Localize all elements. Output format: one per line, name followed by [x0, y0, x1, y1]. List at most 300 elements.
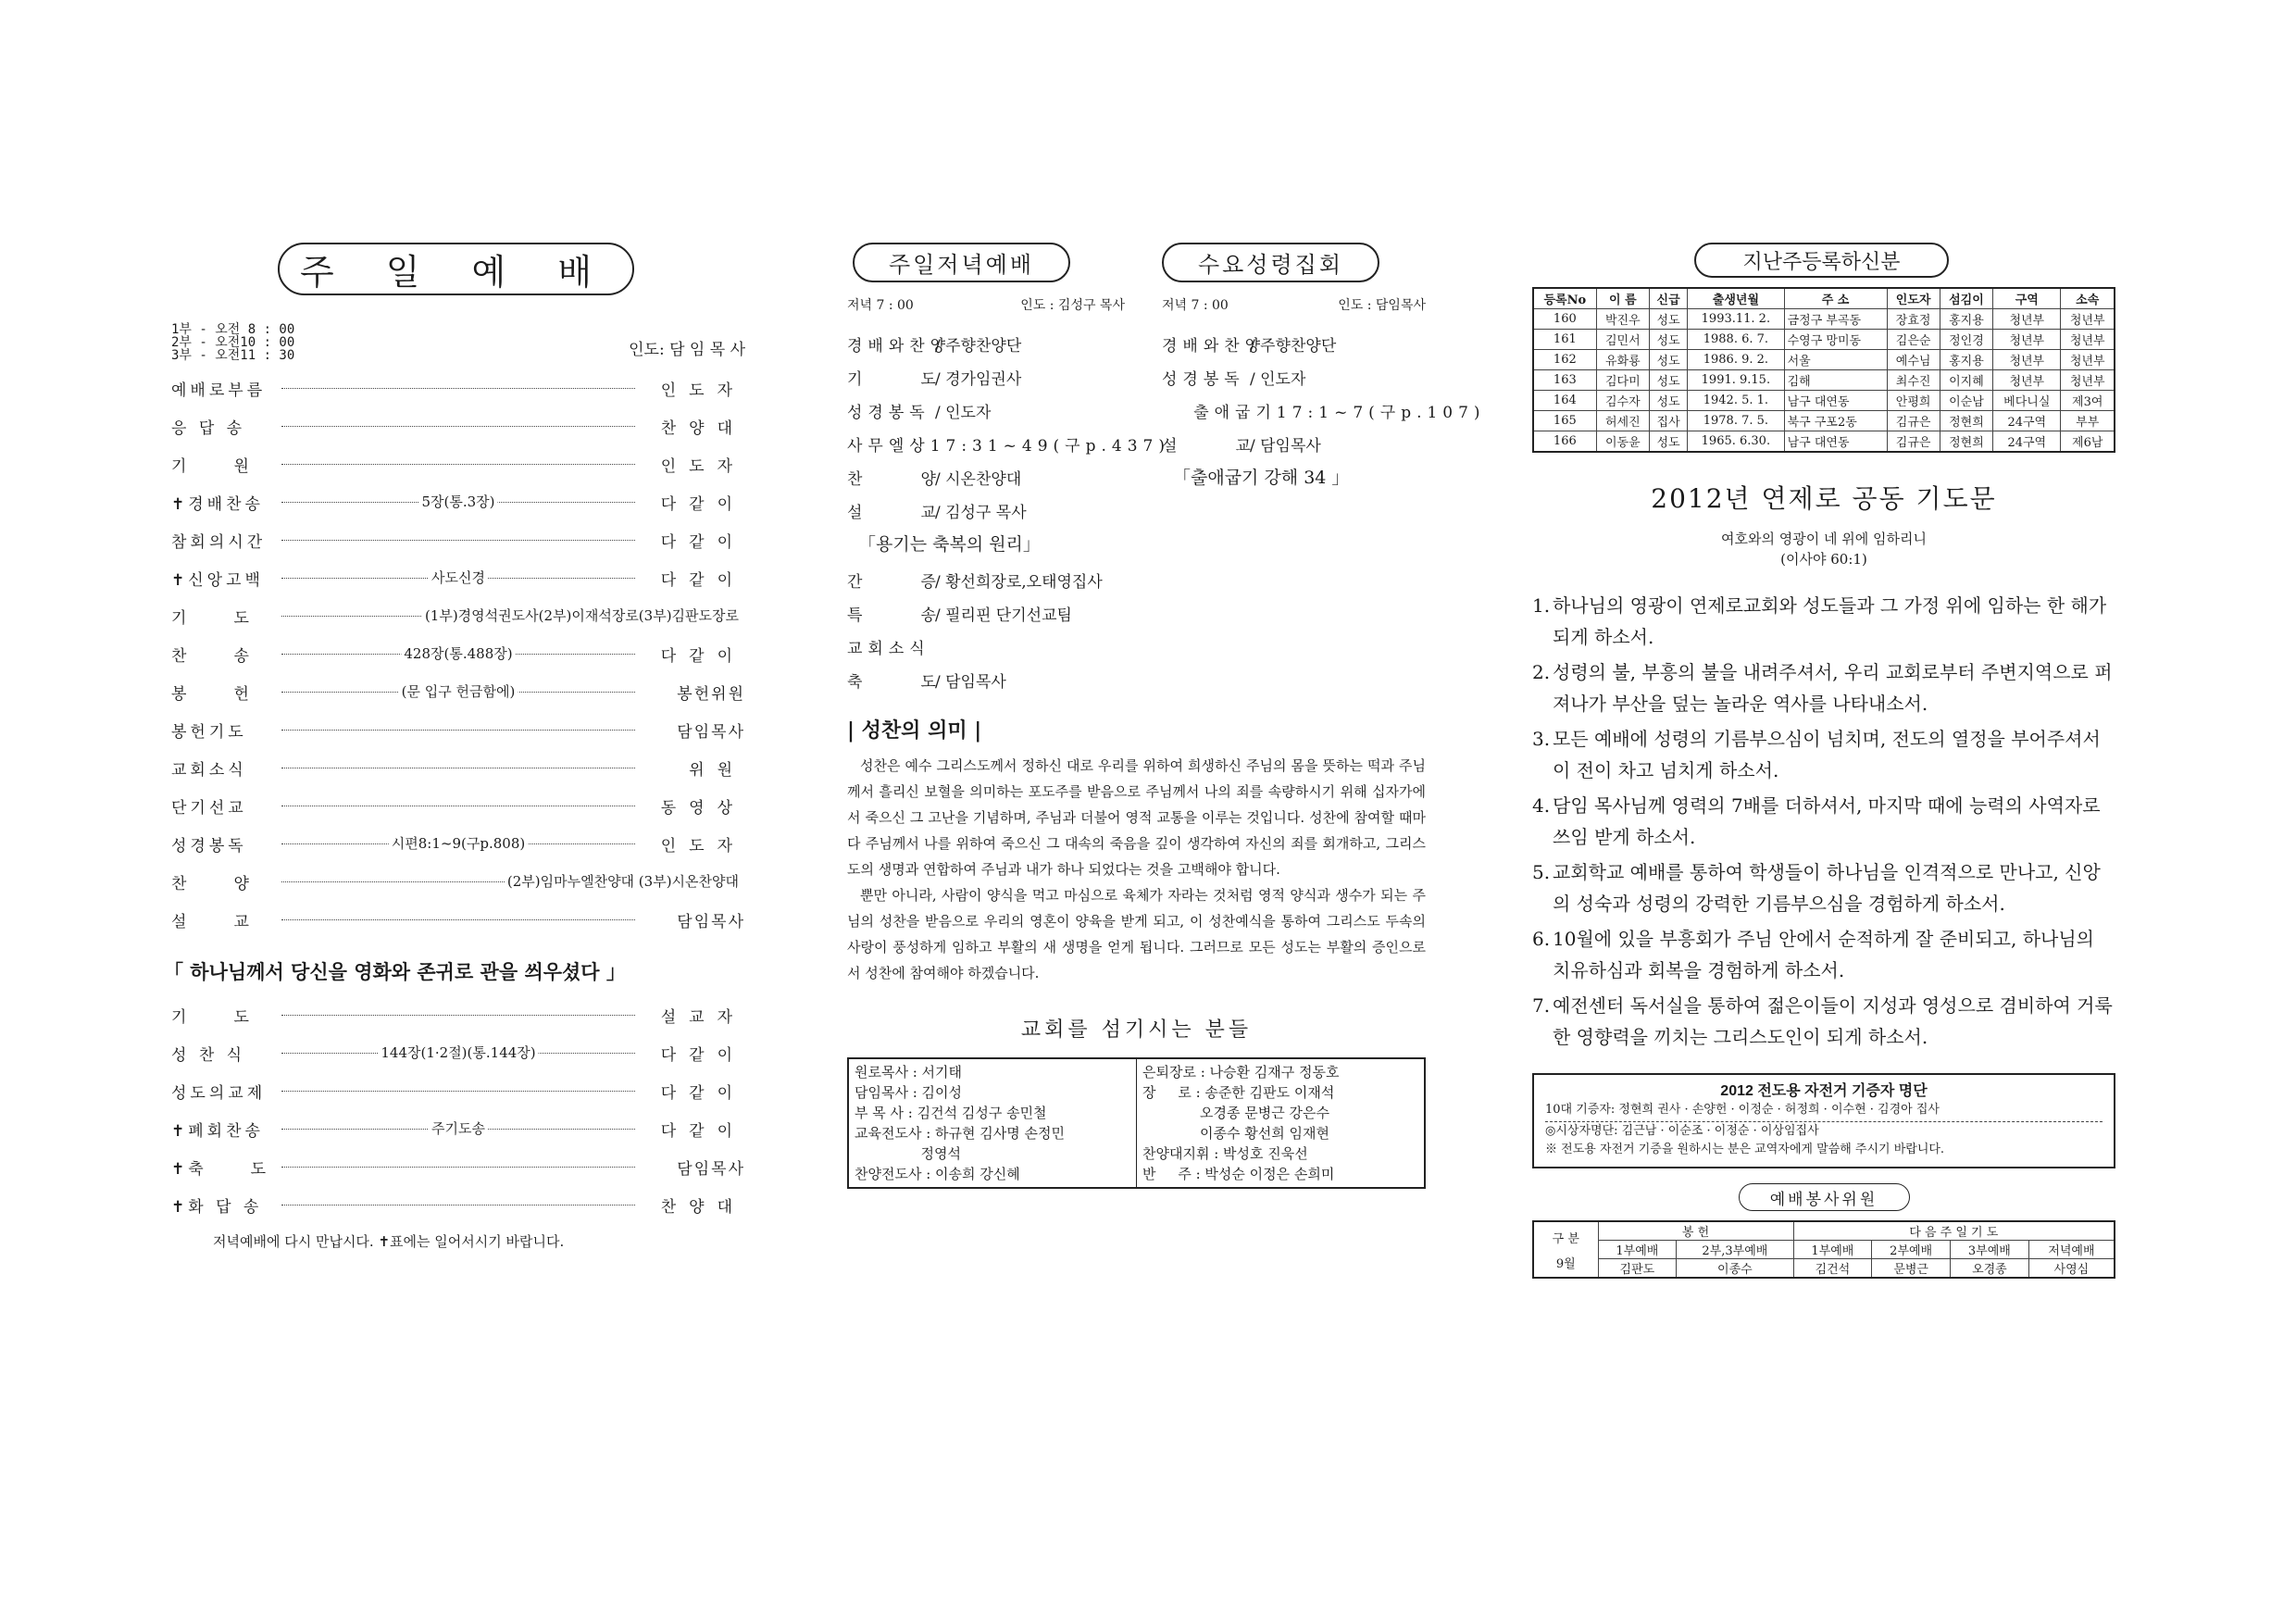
registration-table — [1532, 287, 2115, 453]
registration-cell: 성도 — [1649, 309, 1687, 330]
prayer-item — [1532, 856, 2115, 919]
prayer-item — [1532, 923, 2115, 986]
order-item-label: 설 교 — [1162, 436, 1256, 456]
dotted-leader — [281, 835, 635, 852]
evening-sermon-title: 「용기는 축복의 원리」 — [858, 534, 1041, 555]
registration-cell: 부부 — [2061, 411, 2115, 431]
service-item-label: ✝축 도 — [171, 1160, 270, 1179]
registration-cell: 예수님 — [1887, 350, 1940, 370]
registration-cell: 김규은 — [1887, 431, 1940, 453]
prayer-item — [1532, 990, 2115, 1053]
service-item — [171, 711, 745, 749]
dotted-leader — [281, 1205, 635, 1206]
sunday-leader: 인도: 담 임 목 사 — [629, 341, 745, 359]
registration-cell: 정인경 — [1940, 330, 1992, 350]
staff-left — [848, 1058, 1137, 1188]
service-item-person: 다같이 — [660, 647, 745, 666]
registration-header-cell: 소속 — [2061, 288, 2115, 309]
service-item-detail: (2부)임마누엘찬양대 (3부)시온찬양대 — [505, 871, 742, 891]
evening-and-wednesday-section — [847, 243, 1486, 1189]
dotted-leader — [281, 464, 635, 465]
evening-leader: 인도 : 김성구 목사 — [1020, 298, 1125, 313]
prayer-text: 모든 예배에 성령의 기름부으심이 넘치며, 전도의 열정을 부어주셔서 이 전이 차고 넘치게 하소서. — [1553, 728, 2101, 781]
order-item-label: 성경봉독 — [847, 403, 930, 422]
prayer-number: 2. — [1532, 661, 1551, 683]
evening-order — [847, 327, 1170, 527]
dotted-leader — [281, 645, 635, 662]
registration-cell: 김다미 — [1596, 370, 1649, 391]
service-item-detail: 시편8:1~9(구p.808) — [389, 833, 528, 853]
service-item-label: 봉헌기도 — [171, 723, 247, 742]
order-item-label: 설 교 — [847, 503, 942, 522]
time-third: 3부 - 오전11 : 30 — [171, 348, 295, 363]
registration-row — [1533, 370, 2115, 391]
serve-name-cell: 사영심 — [2028, 1259, 2115, 1279]
sunday-footnote: 저녁예배에 다시 만납시다. ✝표에는 일어서시기 바랍니다. — [213, 1233, 565, 1250]
registration-row — [1533, 411, 2115, 431]
service-item — [171, 863, 745, 901]
registration-cell: 수영구 망미동 — [1784, 330, 1887, 350]
service-item-detail: 사도신경 — [429, 568, 488, 587]
order-item — [1162, 427, 1426, 460]
order-of-service-after-sermon — [171, 996, 745, 1224]
serve-committee-title: 예배봉사위원 — [1739, 1183, 1910, 1211]
order-item-label: 경배와찬양 — [1162, 336, 1267, 356]
order-of-service — [171, 369, 745, 939]
service-item-label: ✝화 답 송 — [171, 1198, 263, 1217]
service-item-person: 봉헌위원 — [677, 685, 745, 704]
order-item — [847, 360, 1125, 394]
serve-names-row — [1533, 1259, 2115, 1279]
serve-subheader-cell: 저녁예배 — [2028, 1241, 2115, 1259]
registration-cell: 161 — [1533, 330, 1596, 350]
registration-cell: 서울 — [1784, 350, 1887, 370]
order-item-label: 교회소식 — [847, 639, 930, 658]
order-item-label: 축 도 — [847, 672, 942, 692]
registration-cell: 박진우 — [1596, 309, 1649, 330]
registration-cell: 안평희 — [1887, 391, 1940, 411]
service-item-person: 설교자 — [660, 1008, 745, 1027]
prayer-number: 5. — [1532, 861, 1551, 883]
service-item-label: 교회소식 — [171, 761, 247, 780]
registration-cell: 집사 — [1649, 411, 1687, 431]
service-item — [171, 445, 745, 483]
service-item-person: 다같이 — [660, 495, 745, 514]
registration-row — [1533, 391, 2115, 411]
registration-cell: 성도 — [1649, 370, 1687, 391]
communion-meaning-p1: 성찬은 예수 그리스도께서 정하신 대로 우리를 위하여 희생하신 주님의 몸을 뜻하는 떡과 주님께서 흘리신 보혈을 의미하는 포도주를 받음으로 주님께서 나의 죄를 속량하시기 위해 십자가에서 죽으신 그 고난을 기념하며, 주님과 더불어 영적 교통을 이루는 것입니다. 성찬에 참여할 때마다 주님께서 나를 위하여 죽으신 그 대속의 죽음을 깊이 생각하여 자신의 죄를 회개하고, 그리스도의 생명과 연합하여 주님과 내가 하나 되었다는 것을 고백해야 합니다. — [847, 757, 1426, 878]
service-item — [171, 787, 745, 825]
registration-cell: 제6남 — [2061, 431, 2115, 453]
service-item-label: ✝폐회찬송 — [171, 1122, 264, 1141]
registration-cell: 166 — [1533, 431, 1596, 453]
wednesday-leader: 인도 : 담임목사 — [1338, 298, 1426, 313]
prayer-text: 하나님의 영광이 연제로교회와 성도들과 그 가정 위에 임하는 한 해가 되게 하소서. — [1553, 594, 2107, 648]
service-item-label: 설 교 — [171, 913, 253, 931]
registration-cell: 홍지용 — [1940, 350, 1992, 370]
service-item-label: 응 답 송 — [171, 419, 246, 438]
service-item-detail: (문 입구 헌금함에) — [399, 681, 518, 701]
prayer-number: 4. — [1532, 794, 1551, 817]
service-item-detail: 5장(통.3장) — [418, 492, 497, 511]
evening-meta — [847, 295, 1125, 314]
registration-cell: 청년부 — [1993, 350, 2061, 370]
service-item-detail: 주기도송 — [429, 1118, 488, 1138]
bicycle-donors-box — [1532, 1073, 2115, 1168]
order-item-value: / 담임목사 — [1250, 436, 1321, 456]
registration-cell: 김은순 — [1887, 330, 1940, 350]
registration-cell: 김민서 — [1596, 330, 1649, 350]
service-item — [171, 521, 745, 559]
registration-cell: 162 — [1533, 350, 1596, 370]
order-item-label: 경배와찬양 — [847, 336, 952, 356]
serve-name-cell: 김판도 — [1598, 1259, 1677, 1279]
registration-cell: 남구 대연동 — [1784, 391, 1887, 411]
order-item-value: / 시온찬양대 — [935, 469, 1022, 489]
service-item-label: 봉 헌 — [171, 685, 253, 704]
registration-header-cell: 신급 — [1649, 288, 1687, 309]
wednesday-order — [1162, 327, 1486, 460]
prayer-item — [1532, 590, 2115, 653]
registration-cell: 165 — [1533, 411, 1596, 431]
staff-line: 정영석 — [855, 1145, 961, 1162]
registration-cell: 청년부 — [1993, 330, 2061, 350]
dotted-leader — [281, 1091, 635, 1092]
registration-cell: 청년부 — [1993, 309, 2061, 330]
order-item-value: / 주향찬양단 — [935, 336, 1022, 356]
serve-name-cell: 이종수 — [1677, 1259, 1793, 1279]
order-item — [847, 427, 1170, 460]
order-item-label: 특 송 — [847, 606, 942, 625]
dotted-leader — [281, 1015, 635, 1016]
dotted-leader — [281, 1120, 635, 1137]
verse-text: 여호와의 영광이 네 위에 임하리니 — [1721, 531, 1927, 547]
service-item — [171, 673, 745, 711]
service-item-detail: 144장(1·2절)(통.144장) — [378, 1043, 538, 1062]
prayer-text: 10월에 있을 부흥회가 주님 안에서 순적하게 잘 준비되고, 하나님의 치유하심과 회복을 경험하게 하소서. — [1553, 928, 2094, 981]
service-item-detail: 428장(통.488장) — [401, 643, 515, 663]
dotted-leader — [281, 607, 742, 624]
service-item-label: 단기선교 — [171, 799, 247, 818]
serve-subheader-cell: 3부예배 — [1951, 1241, 2029, 1259]
service-item — [171, 1072, 745, 1110]
registration-cell: 성도 — [1649, 431, 1687, 453]
serve-subheader-row — [1533, 1241, 2115, 1259]
sunday-sermon-title: 「 하나님께서 당신을 영화와 존귀로 관을 씌우셨다 」 — [164, 960, 626, 983]
dotted-leader — [281, 569, 635, 586]
dotted-leader — [281, 683, 635, 700]
prayer-text: 성령의 불, 부흥의 불을 내려주셔서, 우리 교회로부터 주변지역으로 퍼져나가 부산을 덮는 놀라운 역사를 나타내소서. — [1553, 661, 2113, 715]
prayer-text: 교회학교 예배를 통하여 학생들이 하나님을 인격적으로 만나고, 신앙의 성숙과 성령의 강력한 기름부으심을 경험하게 하소서. — [1553, 861, 2101, 915]
prayer-number: 1. — [1532, 594, 1551, 617]
prayer-list — [1532, 590, 2115, 1053]
order-item — [847, 563, 1125, 596]
service-item — [171, 1186, 745, 1224]
serve-header-cell — [1533, 1221, 1598, 1278]
registration-cell: 김수자 — [1596, 391, 1649, 411]
service-item-label: 기 도 — [171, 609, 253, 628]
registration-cell: 1988. 6. 7. — [1688, 330, 1784, 350]
dotted-leader — [281, 540, 635, 541]
service-item-person: 인도자 — [660, 837, 745, 856]
prayer-item — [1532, 656, 2115, 719]
service-item-person: 인도자 — [660, 381, 745, 400]
registration-cell: 금정구 부곡동 — [1784, 309, 1887, 330]
verse-reference: (이사야 60:1) — [1780, 551, 1867, 568]
dotted-leader — [281, 493, 635, 510]
order-item — [1162, 394, 1486, 427]
sunday-worship-title: 주 일 예 배 — [278, 243, 634, 295]
prayer-title: 2012년 연제로 공동 기도문 — [1651, 483, 1997, 514]
registration-header-cell: 구역 — [1993, 288, 2061, 309]
registration-cell: 홍지용 — [1940, 309, 1992, 330]
registration-cell: 160 — [1533, 309, 1596, 330]
serve-name-cell: 문병근 — [1872, 1259, 1951, 1279]
order-item — [847, 327, 1125, 360]
registration-cell: 1993.11. 2. — [1688, 309, 1784, 330]
time-first: 1부 - 오전 8 : 00 — [171, 322, 295, 337]
prayer-number: 7. — [1532, 994, 1551, 1017]
service-item — [171, 407, 745, 445]
service-item-label: ✝경배찬송 — [171, 495, 264, 514]
serve-name-cell: 김건석 — [1793, 1259, 1872, 1279]
staff-line: 부 목 사 : 김건석 김성구 송민철 — [855, 1105, 1047, 1121]
registration-cell: 김해 — [1784, 370, 1887, 391]
registration-cell: 1965. 6.30. — [1688, 431, 1784, 453]
evening-order-after-sermon — [847, 563, 1125, 696]
donors-line3: ※ 전도용 자전거 기증을 원하시는 분은 교역자에게 말씀해 주시기 바랍니다. — [1545, 1143, 1945, 1156]
registration-cell: 1942. 5. 1. — [1688, 391, 1784, 411]
service-item-person: 동영상 — [660, 799, 745, 818]
staff-title: 교회를 섬기시는 분들 — [1020, 1018, 1253, 1042]
order-item — [847, 493, 1125, 527]
service-item-label: ✝신앙고백 — [171, 571, 264, 590]
service-item — [171, 597, 745, 635]
registration-cell: 남구 대연동 — [1784, 431, 1887, 453]
registration-header-cell: 주 소 — [1784, 288, 1887, 309]
order-item — [1162, 327, 1426, 360]
prayer-number: 6. — [1532, 928, 1551, 950]
staff-line: 찬양전도사 : 이송희 강신혜 — [855, 1166, 1020, 1182]
staff-table — [847, 1057, 1426, 1189]
registration-cell: 성도 — [1649, 350, 1687, 370]
order-item — [1162, 360, 1426, 394]
wednesday-sermon-title: 「출애굽기 강해 34 」 — [1173, 468, 1350, 488]
order-item-label: 간 증 — [847, 572, 942, 592]
registration-header-row — [1533, 288, 2115, 309]
dotted-leader — [281, 919, 635, 920]
dotted-leader — [281, 1167, 635, 1168]
sunday-worship-section — [164, 243, 745, 1251]
order-item-label: 찬 양 — [847, 469, 942, 489]
dotted-leader — [281, 730, 635, 731]
registration-cell: 청년부 — [2061, 370, 2115, 391]
dotted-leader — [281, 388, 635, 389]
service-item-label: 예배로부름 — [171, 381, 267, 400]
registration-row — [1533, 431, 2115, 453]
order-item — [847, 460, 1125, 493]
prayer-number: 3. — [1532, 728, 1551, 750]
serve-header-cell: 봉 헌 — [1598, 1221, 1793, 1241]
registration-cell: 김규은 — [1887, 411, 1940, 431]
service-item-label: 찬 양 — [171, 875, 253, 893]
order-item-value: / 김성구 목사 — [935, 503, 1027, 522]
staff-line: 찬양대지휘 : 박성호 진욱선 — [1142, 1145, 1308, 1162]
service-item-label: 기 도 — [171, 1008, 253, 1027]
order-item-value: / 인도자 — [935, 403, 992, 422]
service-item-person: 인도자 — [660, 457, 745, 476]
order-item — [847, 663, 1125, 696]
serve-subheader-cell: 2부,3부예배 — [1677, 1241, 1793, 1259]
registration-cell: 이지혜 — [1940, 370, 1992, 391]
order-item — [847, 394, 1125, 427]
serve-month: 9월 — [1555, 1256, 1576, 1271]
registration-header-cell: 출생년월 — [1688, 288, 1784, 309]
service-item-person: 위원 — [689, 761, 745, 780]
registration-cell: 24구역 — [1993, 431, 2061, 453]
registration-cell: 1978. 7. 5. — [1688, 411, 1784, 431]
right-section — [1532, 243, 2115, 1279]
service-item — [171, 825, 745, 863]
donors-title: 2012 전도용 자전거 기증자 명단 — [1720, 1083, 1928, 1099]
service-item-person: 찬양대 — [660, 1198, 745, 1217]
service-item — [171, 749, 745, 787]
service-item-person: 담임목사 — [677, 913, 745, 931]
registration-row — [1533, 350, 2115, 370]
wednesday-time: 저녁 7 : 00 — [1162, 298, 1229, 313]
registration-row — [1533, 330, 2115, 350]
order-item — [847, 630, 1125, 663]
serve-subheader-cell: 1부예배 — [1793, 1241, 1872, 1259]
registration-title: 지난주등록하신분 — [1694, 243, 1949, 278]
order-item-label: 기 도 — [847, 369, 942, 389]
registration-cell: 베다니실 — [1993, 391, 2061, 411]
service-item-label: 기 원 — [171, 457, 253, 476]
staff-right — [1137, 1058, 1426, 1188]
staff-line: 원로목사 : 서기태 — [855, 1064, 963, 1081]
staff-line: 오경종 문병근 강은수 — [1142, 1105, 1329, 1121]
dotted-leader — [281, 1044, 635, 1061]
service-item — [171, 1034, 745, 1072]
dotted-leader — [281, 426, 635, 427]
order-item-value: / 황선희장로,오태영집사 — [935, 572, 1103, 592]
service-item-person: 다같이 — [660, 1122, 745, 1141]
registration-header-cell: 인도자 — [1887, 288, 1940, 309]
service-item-label: 성도의교제 — [171, 1084, 267, 1103]
prayer-text: 예전센터 독서실을 통하여 젊은이들이 지성과 영성으로 겸비하여 거룩한 영향력을 끼치는 그리스도인이 되게 하소서. — [1553, 994, 2113, 1048]
registration-cell: 허세진 — [1596, 411, 1649, 431]
prayer-text: 담임 목사님께 영력의 7배를 더하셔서, 마지막 때에 능력의 사역자로 쓰임 받게 하소서. — [1553, 794, 2101, 848]
registration-header-cell: 이 름 — [1596, 288, 1649, 309]
service-item — [171, 559, 745, 597]
order-item-value: / 필리핀 단기선교팀 — [935, 606, 1072, 625]
order-item-value: / 주향찬양단 — [1250, 336, 1337, 356]
communion-meaning-heading: | 성찬의 의미 | — [847, 718, 982, 743]
evening-time: 저녁 7 : 00 — [847, 298, 914, 313]
service-item — [171, 635, 745, 673]
service-item-label: 참회의시간 — [171, 533, 267, 552]
service-item-label: 찬 송 — [171, 647, 253, 666]
service-item-person: 담임목사 — [677, 723, 745, 742]
serve-header-cell: 다 음 주 일 기 도 — [1793, 1221, 2115, 1241]
order-item — [847, 596, 1125, 630]
service-item-person: 찬양대 — [660, 419, 745, 438]
registration-cell: 북구 구포2동 — [1784, 411, 1887, 431]
order-item-label: 사무엘상17:31~49(구p.437) — [847, 436, 1170, 456]
staff-line: 은퇴장로 : 나승환 김재구 정동호 — [1142, 1064, 1340, 1081]
service-item — [171, 483, 745, 521]
service-item-label: 성경봉독 — [171, 837, 247, 856]
communion-meaning-p2: 뿐만 아니라, 사람이 양식을 먹고 마심으로 육체가 자라는 것처럼 영적 양식과 생수가 되는 주님의 성찬을 받음으로 우리의 영혼이 양육을 받게 되고, 이 성찬예식을 통하여 그리스도 두속의 사랑이 풍성하게 임하고 부활의 새 생명을 얻게 됩니다. 그러므로 모든 성도는 부활의 증인으로서 성찬에 참여해야 하겠습니다. — [847, 887, 1426, 981]
prayer-item — [1532, 790, 2115, 853]
service-item — [171, 901, 745, 939]
order-item-label: 성경봉독 — [1162, 369, 1245, 389]
serve-subheader-cell: 1부예배 — [1598, 1241, 1677, 1259]
evening-worship-title: 주일저녁예배 — [853, 243, 1070, 282]
service-item — [171, 1148, 745, 1186]
donors-line1: 10대 기증자: 정현희 권사 · 손양헌 · 이정순 · 허정희 · 이수현 · 김경아 집사 — [1545, 1101, 2103, 1122]
registration-cell: 장효정 — [1887, 309, 1940, 330]
order-item-label: 출애굽기17:1~7(구p.107) — [1162, 403, 1486, 422]
registration-cell: 163 — [1533, 370, 1596, 391]
staff-line: 이종수 황선희 임재현 — [1142, 1125, 1329, 1142]
service-item — [171, 996, 745, 1034]
registration-cell: 유화룡 — [1596, 350, 1649, 370]
serve-name-cell: 오경종 — [1951, 1259, 2029, 1279]
registration-cell: 정현희 — [1940, 431, 1992, 453]
order-item-value: / 경가임권사 — [935, 369, 1022, 389]
registration-cell: 이순남 — [1940, 391, 1992, 411]
service-item-person: 다같이 — [660, 1046, 745, 1065]
registration-cell: 청년부 — [2061, 309, 2115, 330]
staff-line: 반 주 : 박성순 이정은 손희미 — [1142, 1166, 1335, 1182]
registration-cell: 성도 — [1649, 391, 1687, 411]
order-item-value: / 담임목사 — [935, 672, 1006, 692]
service-item-person: 다같이 — [660, 533, 745, 552]
registration-cell: 청년부 — [2061, 350, 2115, 370]
dotted-leader — [281, 873, 742, 890]
donors-line2: ◎시상자명단: 김근남 · 이순조 · 이정순 · 이상임집사 — [1545, 1124, 1819, 1138]
registration-cell: 정현희 — [1940, 411, 1992, 431]
registration-cell: 청년부 — [1993, 370, 2061, 391]
service-item — [171, 369, 745, 407]
registration-cell: 최수진 — [1887, 370, 1940, 391]
registration-cell: 1986. 9. 2. — [1688, 350, 1784, 370]
serve-category: 구 분 — [1552, 1231, 1579, 1246]
registration-cell: 1991. 9.15. — [1688, 370, 1784, 391]
registration-cell: 성도 — [1649, 330, 1687, 350]
service-item-detail: (1부)경영석권도사(2부)이재석장로(3부)김판도장로 — [422, 606, 742, 625]
prayer-verse — [1532, 529, 2115, 569]
service-item-person: 담임목사 — [677, 1160, 745, 1179]
serve-table — [1532, 1220, 2115, 1279]
staff-line: 교육전도사 : 하규현 김사명 손정민 — [855, 1125, 1065, 1142]
registration-header-cell: 섬김이 — [1940, 288, 1992, 309]
registration-cell: 이동윤 — [1596, 431, 1649, 453]
service-item — [171, 1110, 745, 1148]
registration-row — [1533, 309, 2115, 330]
wednesday-meeting-title: 수요성령집회 — [1162, 243, 1379, 282]
service-item-label: 성 찬 식 — [171, 1046, 246, 1065]
registration-cell: 청년부 — [2061, 330, 2115, 350]
registration-cell: 24구역 — [1993, 411, 2061, 431]
registration-header-cell: 등록No — [1533, 288, 1596, 309]
prayer-item — [1532, 723, 2115, 786]
staff-line: 담임목사 : 김이성 — [855, 1084, 963, 1101]
service-item-person: 다같이 — [660, 1084, 745, 1103]
registration-cell: 164 — [1533, 391, 1596, 411]
registration-cell: 제3여 — [2061, 391, 2115, 411]
